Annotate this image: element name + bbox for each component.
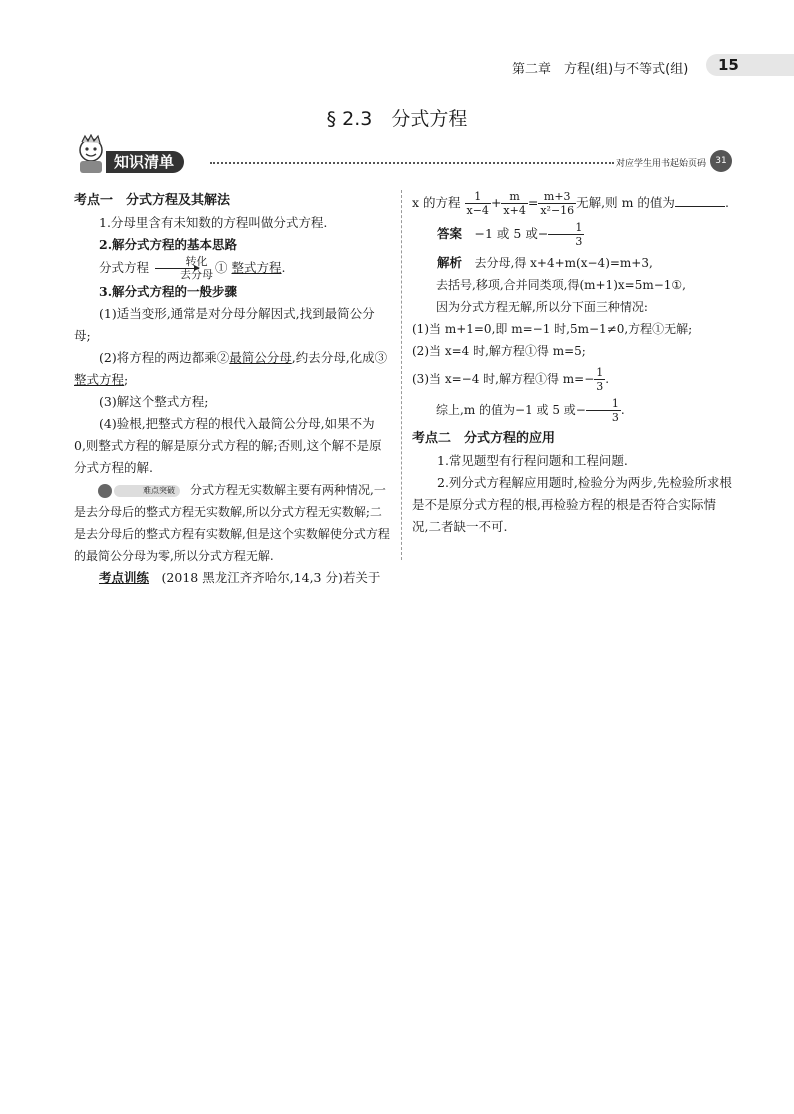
training-label: 考点训练 (99, 570, 150, 585)
chapter-title: 第二章 方程(组)与不等式(组) (512, 62, 689, 77)
step-2-text-b: ,约去分母,化成③ (291, 350, 388, 365)
analysis-label: 解析 (437, 255, 463, 270)
answer-text: −1 或 5 或− (474, 226, 549, 241)
flow-arrow (155, 256, 213, 281)
analysis-line-2: 去括号,移项,合并同类项,得(m+1)x=5m−1①, (436, 278, 686, 292)
training-text: (2018 黑龙江齐齐哈尔,14,3 分)若关于 (161, 570, 381, 585)
analysis-line-4: (1)当 m+1=0,即 m=−1 时,5m−1≠0,方程①无解; (412, 322, 693, 336)
page-header (0, 52, 794, 78)
answer-fraction: $\frac{1}{3}$ (548, 221, 584, 248)
analysis-line-5: (2)当 x=4 时,解方程①得 m=5; (412, 344, 586, 358)
mascot-icon (72, 134, 110, 176)
equals-sign: = (527, 195, 539, 210)
step-2-answer-2: 整式方程 (74, 372, 125, 387)
fraction-3: $\frac{m+3}{\text{x²−16}}$ (540, 190, 575, 217)
answer-line (412, 221, 732, 248)
kp2-p2: 2.列分式方程解应用题时,检验分为两步,先检验所求根是不是原分式方程的根,再检验方程的根是否符合实际情况,二者缺一不可. (412, 475, 732, 534)
analysis-line-1 (412, 252, 732, 274)
analysis-fraction-7: $\frac{1}{3}$ (586, 397, 621, 424)
kp1-title: 考点一 分式方程及其解法 (74, 193, 231, 208)
kp1-p2: 2.解分式方程的基本思路 (99, 237, 238, 252)
analysis-line-6: (3)当 x=−4 时,解方程①得 m=− $\frac{1}{3}$ . (412, 366, 610, 393)
analysis-line-3: 因为分式方程无解,所以分下面三种情况: (436, 300, 648, 314)
step-4: (4)验根,把整式方程的根代入最简公分母,如果不为 0,则整式方程的解是原分式方程的解;否则,这个解不是原分式方程的解. (74, 416, 382, 475)
note-tag: 难点突破 (114, 485, 180, 497)
answer-label: 答案 (437, 226, 463, 241)
page-ref-badge: 31 (710, 150, 732, 172)
step-2-text-c: ; (124, 372, 129, 387)
answer-blank (675, 194, 725, 207)
note-text: 分式方程无实数解主要有两种情况,一是去分母后的整式方程无实数解,所以分式方程无实数解;二是去分母后的整式方程有实数解,但是这个实数解使分式方程的最简公分母为零,所以分式方程无解. (74, 483, 390, 563)
analysis-line-7: 综上,m 的值为−1 或 5 或− $\frac{1}{3}$ . (436, 397, 625, 424)
difficulty-note (74, 479, 390, 567)
plus-sign: + (490, 195, 502, 210)
left-column (74, 190, 390, 589)
analysis-fraction-6: $\frac{1}{3}$ (596, 366, 604, 393)
flow-top-label: 转化 (185, 255, 208, 268)
banner-note: 对应学生用书起始页码 (615, 159, 706, 169)
flow-mark: ① (215, 260, 228, 275)
fraction-1: $\frac{1}{x-4}$ (466, 190, 489, 217)
page-number: 15 (706, 54, 794, 76)
question-end: . (724, 195, 729, 210)
analysis-text-6: (3)当 x=−4 时,解方程①得 m=− (412, 372, 595, 386)
kp1-p1: 1.分母里含有未知数的方程叫做分式方程. (99, 215, 328, 230)
flow-line: 分式方程 转化 去分母 ① 整式方程. (99, 255, 286, 281)
column-divider (401, 190, 402, 560)
section-title: § 2.3 分式方程 (326, 108, 468, 130)
step-2-answer: 最简公分母 (229, 350, 292, 365)
knowledge-banner (72, 148, 732, 178)
training-intro (74, 567, 390, 589)
question-suffix: 无解,则 m 的值为 (576, 195, 675, 210)
analysis-text-7: 综上,m 的值为−1 或 5 或− (436, 403, 586, 417)
banner-label: 知识清单 (106, 151, 184, 173)
flow-start: 分式方程 (99, 260, 150, 275)
kp1-p3: 3.解分式方程的一般步骤 (99, 284, 238, 299)
flow-answer: 整式方程 (231, 260, 282, 275)
kp2-title: 考点二 分式方程的应用 (412, 431, 556, 446)
step-2-text-a: (2)将方程的两边都乘② (99, 350, 230, 365)
question-line (412, 190, 732, 217)
step-2 (74, 347, 390, 391)
kp2-p1: 1.常见题型有行程问题和工程问题. (437, 453, 628, 468)
right-column (412, 190, 732, 538)
flow-bottom-label: 去分母 (180, 268, 213, 281)
dotted-divider (210, 162, 614, 164)
question-prefix: x 的方程 (412, 195, 461, 210)
note-icon (98, 484, 112, 498)
fraction-2: $\frac{m}{x+4}$ (503, 190, 526, 217)
step-1: (1)适当变形,通常是对分母分解因式,找到最简公分母; (74, 306, 375, 343)
analysis-text-1: 去分母,得 x+4+m(x−4)=m+3, (474, 256, 653, 270)
step-3: (3)解这个整式方程; (99, 394, 209, 409)
